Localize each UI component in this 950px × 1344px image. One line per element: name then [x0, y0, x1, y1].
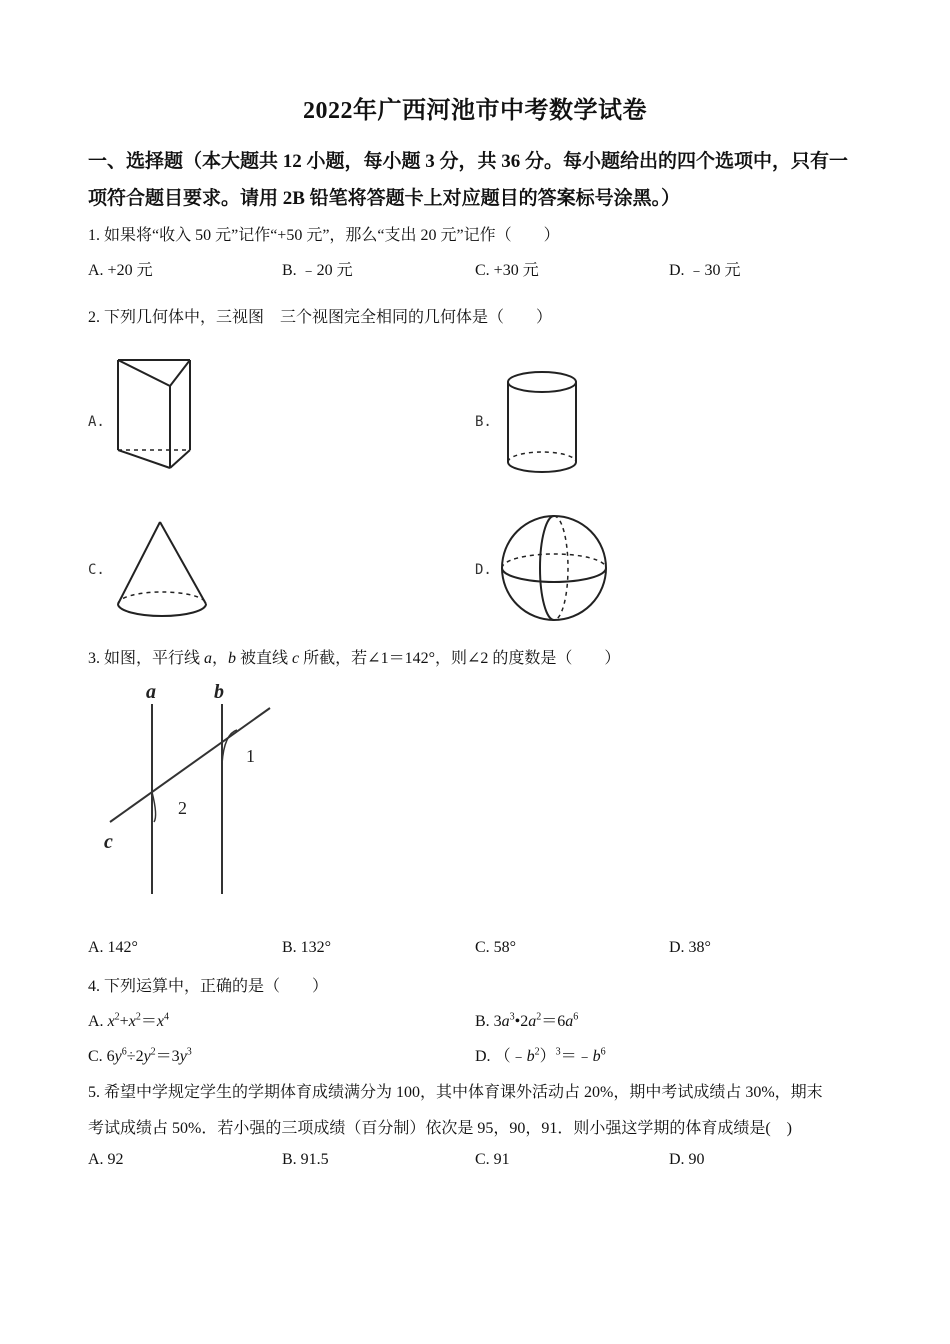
sphere-figure [498, 512, 610, 622]
q2-option-b-label[interactable]: B. [475, 414, 492, 430]
q2-option-c-label[interactable]: C. [88, 562, 105, 578]
q4-option-d[interactable]: D. $(﹣b^2)^3=﹣b^6$ [475, 1046, 606, 1065]
q5-option-a[interactable]: A. 92 [88, 1151, 124, 1168]
q5-option-b[interactable]: B. 91.5 [282, 1151, 329, 1168]
q1-option-a[interactable]: A. +20 元 [88, 262, 153, 279]
q3-option-c[interactable]: C. 58° [475, 939, 517, 956]
q4-option-a[interactable]: A. $x^2+x^2=x^4$ [88, 1011, 169, 1030]
q3-option-a[interactable]: A. 142° [88, 939, 138, 956]
question-5-stem-line1: 5. 希望中学规定学生的学期体育成绩满分为 100，其中体育课外活动占 20%，期中考试成绩占 30%，期末 [88, 1084, 823, 1101]
line-label-a: a [146, 681, 156, 703]
section-heading-line2: 项符合题目要求。请用 2B 铅笔将答题卡上对应题目的答案标号涂黑。） [88, 188, 681, 209]
page-title: 2022年广西河池市中考数学试卷 [303, 98, 647, 124]
q1-option-d[interactable]: D. ﹣30 元 [669, 262, 741, 279]
q5-option-c[interactable]: C. 91 [475, 1151, 510, 1168]
line-label-b: b [214, 681, 224, 703]
cylinder-figure [500, 368, 584, 480]
q2-option-a-label[interactable]: A. [88, 414, 105, 430]
angle-label-1: 1 [246, 746, 255, 766]
parallel-lines-figure [90, 676, 290, 900]
q1-option-c[interactable]: C. +30 元 [475, 262, 539, 279]
cone-figure [112, 518, 212, 622]
question-3-stem: 3. 如图，平行线 a，b 被直线 c 所截，若∠1＝142°，则∠2 的度数是（ ） [88, 650, 621, 667]
question-5-stem-line2: 考试成绩占 50%．若小强的三项成绩（百分制）依次是 95，90，91．则小强这学期的体育成绩是( ) [88, 1120, 792, 1137]
q5-option-d[interactable]: D. 90 [669, 1151, 705, 1168]
q4-option-b[interactable]: B. $3a^3•2a^2=6a^6$ [475, 1011, 579, 1030]
q3-option-d[interactable]: D. 38° [669, 939, 711, 956]
question-4-stem: 4. 下列运算中，正确的是（ ） [88, 978, 329, 995]
section-heading-line1: 一、选择题（本大题共 12 小题，每小题 3 分，共 36 分。每小题给出的四个选项中，只有一 [88, 151, 849, 172]
line-label-c: c [104, 831, 113, 853]
question-2-stem: 2. 下列几何体中，三视图 三个视图完全相同的几何体是（ ） [88, 309, 553, 326]
q3-option-b[interactable]: B. 132° [282, 939, 332, 956]
q4-option-c[interactable]: C. $6y^6\div 2y^2=3y^3$ [88, 1046, 192, 1065]
triangular-prism-figure [110, 352, 200, 472]
q1-option-b[interactable]: B. ﹣20 元 [282, 262, 353, 279]
q2-option-d-label[interactable]: D. [475, 562, 492, 578]
question-1-stem: 1. 如果将“收入 50 元”记作“+50 元”，那么“支出 20 元”记作（ ） [88, 227, 560, 244]
angle-label-2: 2 [178, 798, 187, 818]
